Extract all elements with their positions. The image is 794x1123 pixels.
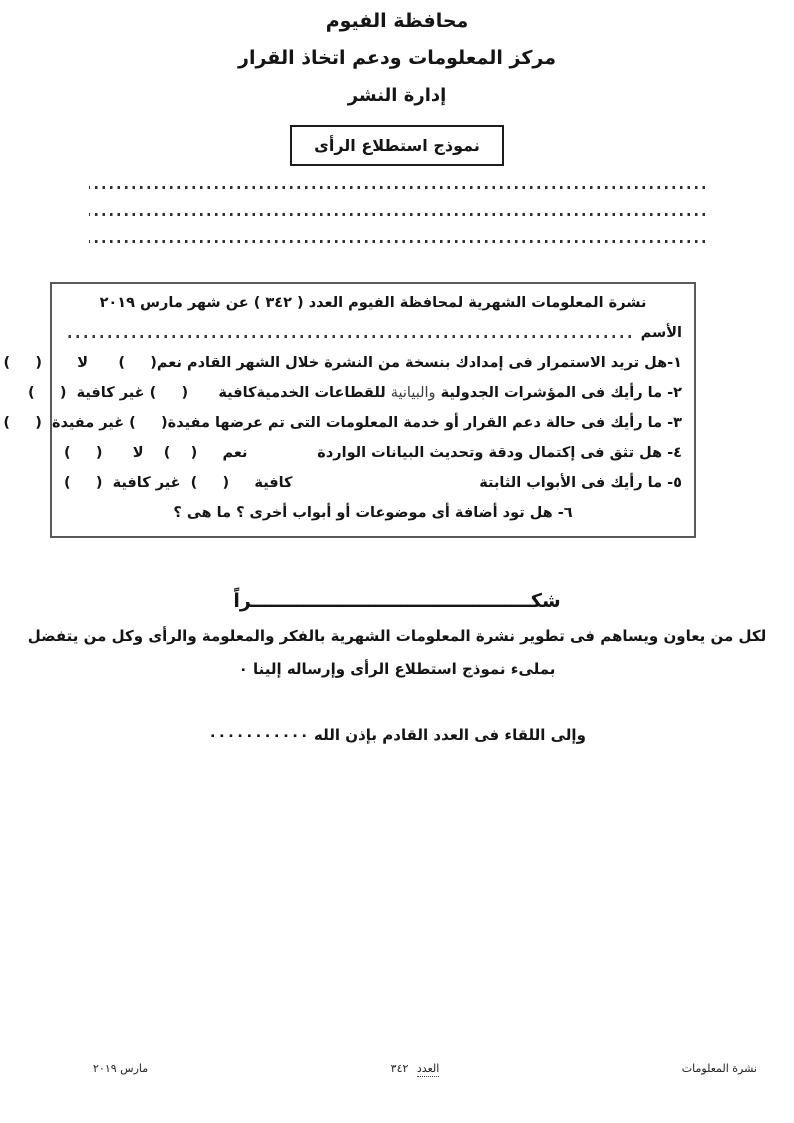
thanks-line-2: بملىء نموذج استطلاع الرأى وإرساله إلينا ٠ [238, 660, 556, 678]
survey-header-row [64, 288, 682, 318]
page-footer [0, 1062, 794, 1075]
governorate-title: محافظة الفيوم [325, 10, 469, 32]
farewell-text: وإلى اللقاء فى العدد القادم بإذن الله [314, 726, 586, 744]
name-dotted-leader [66, 335, 631, 338]
question-text [256, 385, 682, 401]
thanks-word: شكـــــــــــــــــــــــــــــــــــــــــــراً [233, 590, 561, 612]
answer-options: نعم ( ) لا ( ) [64, 445, 248, 461]
dotted-line [89, 213, 705, 216]
writing-lines [0, 186, 794, 243]
form-title: نموذج استطلاع الرأى [314, 136, 480, 155]
answer-options: ( ) غير مفيدة ( ) [3, 415, 168, 431]
question-row-1 [3, 348, 682, 378]
question-text-part: والبيانية [390, 385, 436, 401]
question-text: ٦- هل تود أضافة أى موضوعات أو أبواب أخرى ؟ ما هى ؟ [173, 505, 573, 521]
question-text-part: ٢- ما رأيك فى المؤشرات الجدولية [440, 385, 682, 401]
thanks-paragraph [0, 620, 794, 686]
name-label: الأسم [640, 325, 682, 341]
issue-label: العدد [416, 1062, 440, 1075]
farewell-dots: ٠٠٠٠٠٠٠٠٠٠٠ [208, 726, 309, 744]
answer-options: ( ) لا ( ) [3, 355, 157, 371]
question-text: ٤- هل تثق فى إكتمال ودقة وتحديث البيانات الواردة [317, 445, 682, 461]
footer-newsletter-name: نشرة المعلومات [681, 1062, 757, 1075]
thanks-line-1: لكل من يعاون ويساهم فى تطوير نشرة المعلومات الشهرية بالفكر والمعلومة والرأى وكل من يتفضل [27, 627, 767, 645]
center-title: مركز المعلومات ودعم اتخاذ القرار [238, 47, 556, 69]
footer-issue [391, 1062, 440, 1075]
question-text: ٥- ما رأيك فى الأبواب الثابتة [479, 475, 682, 491]
survey-box [3, 282, 696, 538]
dotted-line [89, 186, 705, 189]
question-row-4 [64, 438, 682, 468]
dotted-line [89, 240, 705, 243]
question-text: ١-هل تريد الاستمرار فى إمدادك بنسخة من النشرة خلال الشهر القادم نعم [156, 355, 682, 371]
issue-number: ٣٤٢ [390, 1062, 409, 1075]
answer-options: كافية ( ) غير كافية ( ) [27, 385, 257, 401]
department-title: إدارة النشر [347, 85, 447, 106]
footer-month: مارس ٢٠١٩ [93, 1062, 149, 1075]
question-text-part: للقطاعات الخدمية [256, 385, 386, 401]
question-row-6 [64, 498, 682, 528]
question-row-5 [64, 468, 682, 498]
question-row-3 [3, 408, 682, 438]
question-row-2 [27, 378, 682, 408]
survey-header: نشرة المعلومات الشهرية لمحافظة الفيوم العدد ( ٣٤٢ ) عن شهر مارس ٢٠١٩ [99, 295, 647, 311]
question-text: ٣- ما رأيك فى حالة دعم القرار أو خدمة المعلومات التى تم عرضها مفيدة [167, 415, 682, 431]
answer-options: كافية ( ) غير كافية ( ) [64, 475, 293, 491]
form-title-box [290, 125, 504, 166]
name-row [64, 318, 682, 348]
farewell-line [0, 726, 794, 744]
